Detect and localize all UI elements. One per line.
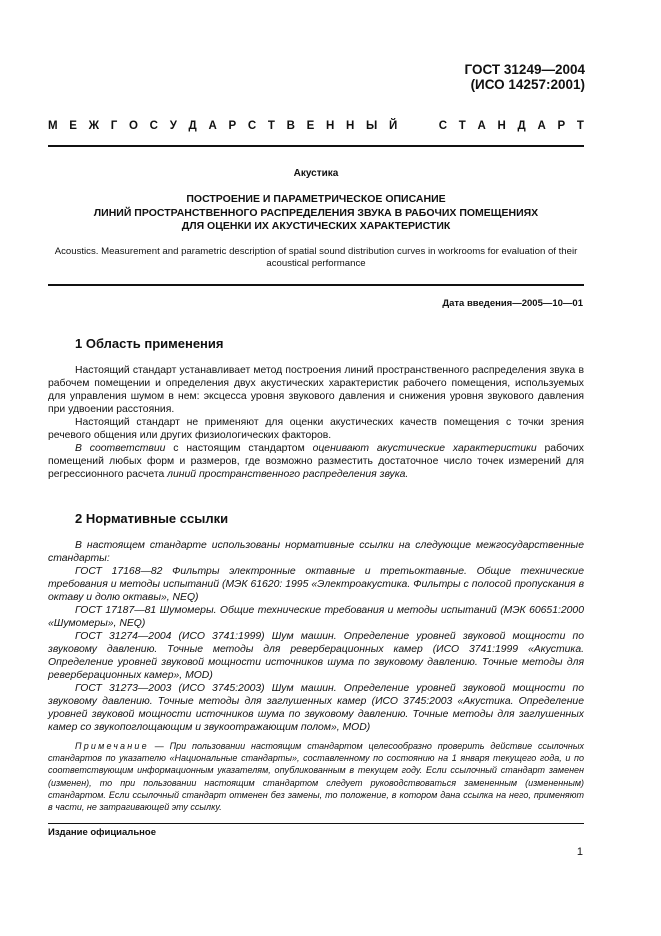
banner-letter: Е <box>306 120 315 132</box>
note-text: — При пользовании настоящим стандартом целесообразно проверить действие ссылочных стандартов по указателю «Национальные стандарты», составленному по состоянию на 1 января текущего года, и по соответствующим информационным указателям, опубликованным в текущем году. Если ссылочный стандарт заменен (изменен), то при пользовании настоящим стандартом следует руководствоваться замененным (измененным) стандартом. Если ссылочный стандарт отменен без замены, то положение, в котором дана ссылка на него, применяют в части, не затрагивающей эту ссылку. <box>48 741 584 813</box>
section-1-paragraph-3 <box>48 442 584 481</box>
title-line-2: ЛИНИЙ ПРОСТРАНСТВЕННОГО РАСПРЕДЕЛЕНИЯ ЗВУКА В РАБОЧИХ ПОМЕЩЕНИЯХ <box>93 206 539 219</box>
banner-letter: Г <box>110 120 118 132</box>
note-label: Примечание <box>75 741 149 751</box>
banner-letter: Т <box>267 120 275 132</box>
title-line-3: ДЛЯ ОЦЕНКИ ИХ АКУСТИЧЕСКИХ ХАРАКТЕРИСТИК <box>181 220 451 232</box>
banner-letter: Д <box>188 120 197 132</box>
footer-divider <box>48 823 584 824</box>
banner-letter: Ы <box>366 120 378 132</box>
banner-letter: Н <box>497 120 506 132</box>
banner-letter <box>424 120 427 132</box>
banner-letter: В <box>286 120 295 132</box>
banner-letter: А <box>537 120 546 132</box>
banner-letter: Ж <box>88 120 100 132</box>
italic-term: В соответствии <box>75 443 166 454</box>
banner-letter: Р <box>228 120 237 132</box>
title-line-1: ПОСТРОЕНИЕ И ПАРАМЕТРИЧЕСКОЕ ОПИСАНИЕ <box>186 193 446 205</box>
iso-number: (ИСО 14257:2001) <box>470 77 585 92</box>
introduction-date: Дата введения—2005—10—01 <box>442 298 583 309</box>
title-divider <box>48 284 584 286</box>
reference-item: ГОСТ 31274—2004 (ИСО 3741:1999) Шум машин. Определение уровней звуковой мощности по звуковому давлению. Точные методы для реверберационных камер (ИСО 3741:1999 «Акустика. Определение уровней звуковой мощности источников шума по звуковому давлению. Точные методы для реверберационных камер», MOD) <box>48 631 584 681</box>
section-1-paragraph-1: Настоящий стандарт устанавливает метод построения линий пространственного распределения звука в рабочем помещении и определения двух акустических характеристик рабочего помещения, используемых для управления шумом в нем: эксцесса уровня звукового давления и снижения уровня звукового давления при удвоении расстояния. <box>48 365 584 415</box>
banner-letter: Д <box>517 120 526 132</box>
section-2-intro: В настоящем стандарте использованы нормативные ссылки на следующие межгосударственные стандарты: <box>48 540 584 564</box>
banner-letter: С <box>438 120 448 132</box>
banner-letter: Й <box>388 120 398 132</box>
banner-letter: С <box>149 120 158 132</box>
italic-term: оценивают акустические характеристики <box>312 443 537 454</box>
italic-term: линий пространственного распределения звука. <box>167 469 409 480</box>
interstate-standard-banner <box>48 120 584 132</box>
plain-text: рабочих помещений любых форм и размеров, где возможно разместить достаточное число точек измерений для регрессионного расчета <box>48 443 584 480</box>
banner-letter: С <box>247 120 257 132</box>
banner-letter: Р <box>557 120 566 132</box>
banner-letter: У <box>169 120 177 132</box>
banner-divider <box>48 145 584 147</box>
plain-text: с настоящим стандартом <box>165 443 313 454</box>
section-2-body <box>48 539 584 734</box>
section-1-paragraph-2: Настоящий стандарт не применяют для оценки акустических качеств помещения с точки зрения речевого общения или других физиологических факторов. <box>48 417 584 441</box>
banner-letter: А <box>208 120 217 132</box>
banner-letter: Н <box>325 120 335 132</box>
reference-item: ГОСТ 17168—82 Фильтры электронные октавные и третьоктавные. Общие технические требования и методы испытаний (МЭК 61620: 1995 «Электроакустика. Фильтры с полосой пропускания в октаву и долю октавы», NEQ) <box>48 566 584 603</box>
banner-letter: Е <box>69 120 77 132</box>
banner-letter <box>409 120 412 132</box>
document-title <box>48 193 584 234</box>
banner-letter: А <box>477 120 486 132</box>
note-paragraph <box>48 740 584 813</box>
gost-number: ГОСТ 31249—2004 <box>464 62 585 77</box>
subject-heading: Акустика <box>293 168 339 179</box>
banner-letter: Н <box>346 120 355 132</box>
section-1-heading: 1 Область применения <box>75 336 224 351</box>
page-number: 1 <box>576 846 583 858</box>
banner-letter: Т <box>576 120 584 132</box>
reference-item: ГОСТ 17187—81 Шумомеры. Общие технические требования и методы испытаний (МЭК 60651:2000 «Шумомеры», NEQ) <box>48 605 584 629</box>
section-2-heading: 2 Нормативные ссылки <box>75 511 229 526</box>
official-edition-label: Издание официальное <box>48 827 156 838</box>
banner-letter: Т <box>458 120 466 132</box>
english-title: Acoustics. Measurement and parametric description of spatial sound distribution curves in workrooms for evaluation of their acoustical performance <box>54 246 578 269</box>
banner-letter: М <box>48 120 58 132</box>
reference-item: ГОСТ 31273—2003 (ИСО 3745:2003) Шум машин. Определение уровней звуковой мощности по звуковому давлению. Точные методы для заглушенных камер (ИСО 3745:2003 «Акустика. Определение уровней звуковой мощности источников шума по звуковому давлению. Точные методы для заглушенных камер со звукопоглощающим и звукоотражающим полом», MOD) <box>48 683 584 733</box>
references-note <box>48 740 584 813</box>
banner-letter: О <box>129 120 138 132</box>
gost-designation <box>465 62 585 92</box>
section-1-body <box>48 364 584 481</box>
